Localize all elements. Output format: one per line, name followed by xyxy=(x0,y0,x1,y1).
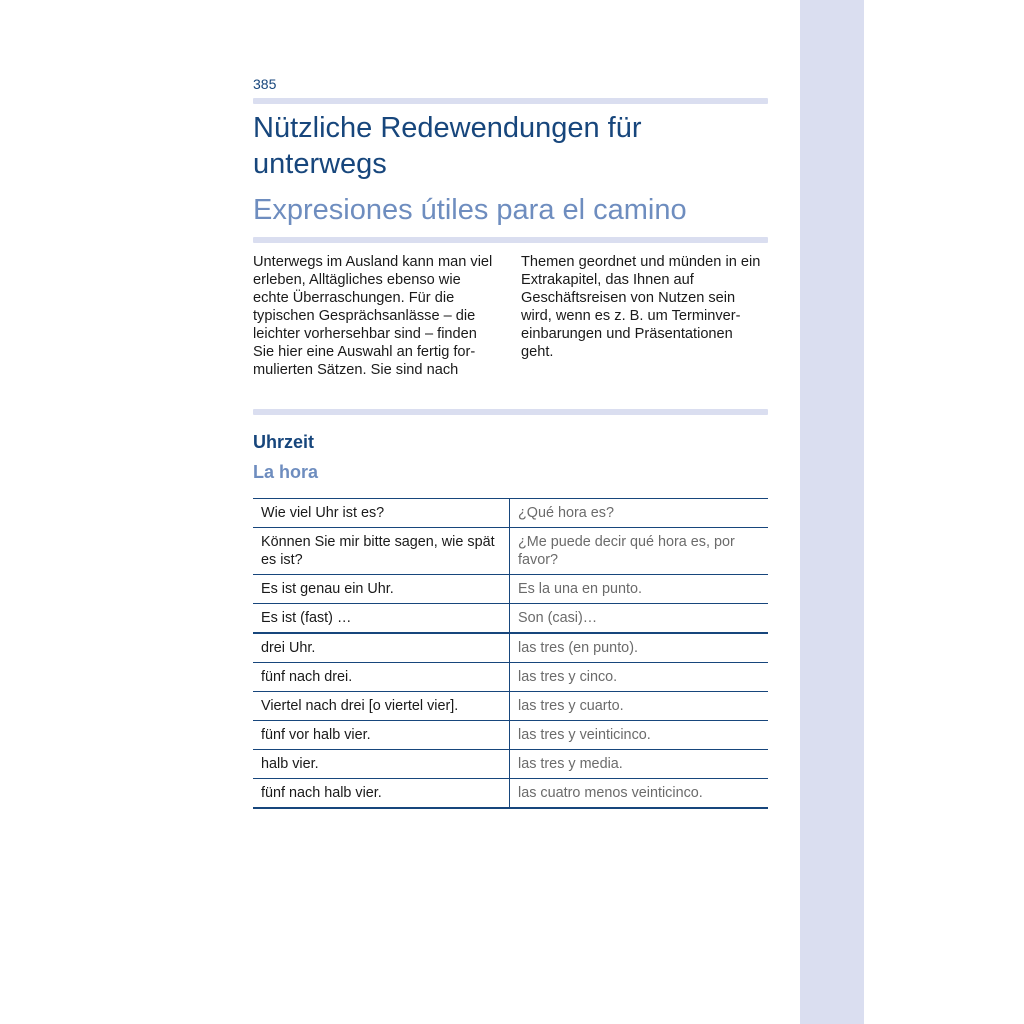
phrase-spanish: ¿Qué hora es? xyxy=(510,499,769,528)
phrase-table xyxy=(253,498,768,809)
page-content xyxy=(253,74,768,809)
table-row xyxy=(253,575,768,604)
phrase-spanish: las tres y cinco. xyxy=(510,663,769,692)
table-row xyxy=(253,528,768,575)
phrase-german: fünf nach drei. xyxy=(253,663,510,692)
phrase-spanish: las cuatro menos veinticinco. xyxy=(510,779,769,809)
header-divider xyxy=(253,98,768,104)
phrase-german: Können Sie mir bitte sagen, wie spät es ist? xyxy=(253,528,510,575)
table-row xyxy=(253,750,768,779)
intro-text xyxy=(253,253,768,395)
phrase-german: fünf vor halb vier. xyxy=(253,721,510,750)
section-heading-spanish: La hora xyxy=(253,462,319,482)
intro-column-2: Themen geordnet und münden in ein Extrakapitel, das Ihnen auf Geschäftsreisen von Nutzen sein wird, wenn es z. B. um Terminvereinbarungen und Präsentationen geht. xyxy=(521,254,761,360)
phrase-german: Viertel nach drei [o viertel vier]. xyxy=(253,692,510,721)
section-heading-german: Uhrzeit xyxy=(253,432,315,452)
phrase-spanish: ¿Me puede decir qué hora es, por favor? xyxy=(510,528,769,575)
table-row xyxy=(253,604,768,634)
intro-column-1: Unterwegs im Ausland kann man viel erleben, Alltägliches ebenso wie echte Überraschungen. Für die typischen Gesprächsanlässe – die leichter vorhersehbar sind – finden Sie hier eine Auswahl an fertig formulierten Sätzen. Sie sind nach xyxy=(253,254,493,378)
table-row xyxy=(253,663,768,692)
table-row xyxy=(253,779,768,809)
chapter-title-german: Nützliche Redewendungen für unterwegs xyxy=(253,112,642,180)
chapter-title-spanish: Expresiones útiles para el camino xyxy=(253,194,687,226)
table-row xyxy=(253,633,768,663)
phrase-spanish: Es la una en punto. xyxy=(510,575,769,604)
phrase-german: Es ist (fast) … xyxy=(253,604,510,634)
phrase-spanish: las tres y cuarto. xyxy=(510,692,769,721)
table-row xyxy=(253,499,768,528)
phrase-spanish: las tres (en punto). xyxy=(510,633,769,663)
phrase-german: drei Uhr. xyxy=(253,633,510,663)
title-divider xyxy=(253,237,768,243)
phrase-german: Es ist genau ein Uhr. xyxy=(253,575,510,604)
phrase-german: fünf nach halb vier. xyxy=(253,779,510,809)
phrase-spanish: las tres y media. xyxy=(510,750,769,779)
table-row xyxy=(253,721,768,750)
section-divider xyxy=(253,409,768,415)
page-number: 385 xyxy=(253,76,277,92)
table-row xyxy=(253,692,768,721)
phrase-spanish: Son (casi)… xyxy=(510,604,769,634)
phrase-spanish: las tres y veinticinco. xyxy=(510,721,769,750)
phrase-german: halb vier. xyxy=(253,750,510,779)
side-color-band xyxy=(800,0,864,1024)
phrase-german: Wie viel Uhr ist es? xyxy=(253,499,510,528)
